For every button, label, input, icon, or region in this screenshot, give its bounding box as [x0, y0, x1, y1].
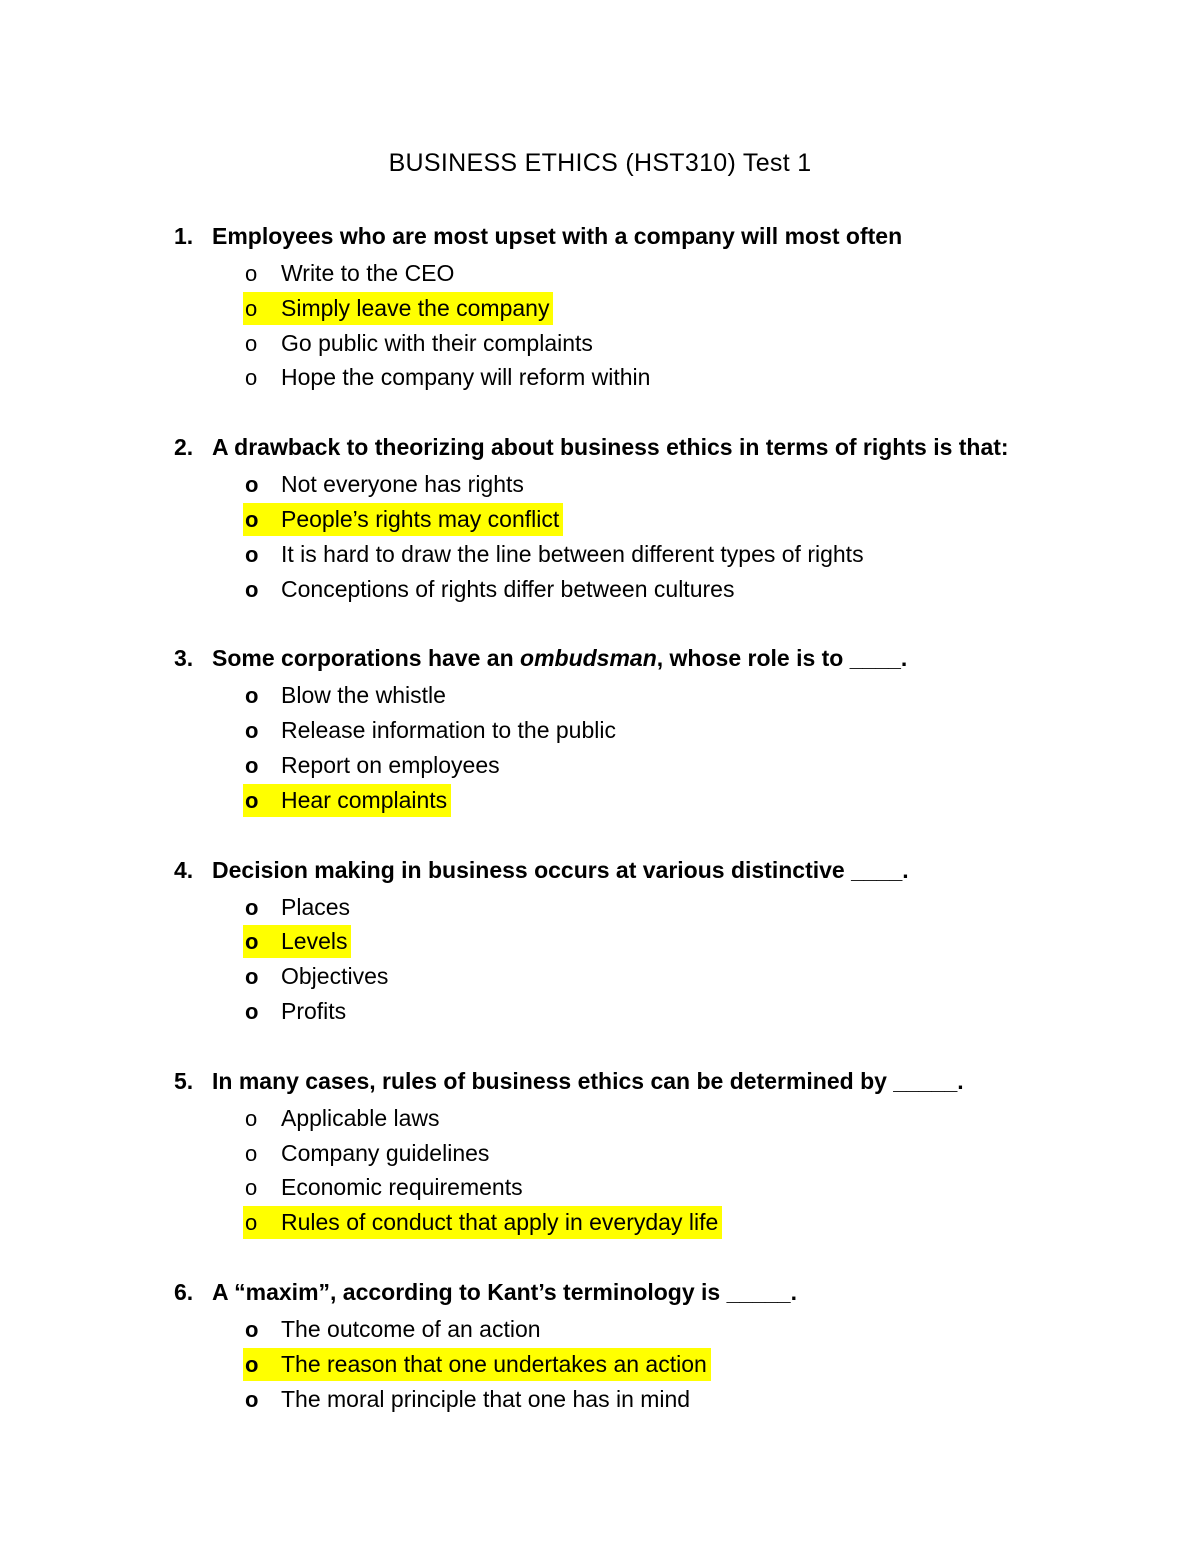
bullet-icon: o	[245, 1316, 259, 1342]
answer-option	[245, 360, 1124, 395]
option-text: Write to the CEO	[281, 260, 455, 286]
question-text-part: Decision making in business occurs at various distinctive ____.	[212, 856, 909, 883]
option-content	[245, 998, 346, 1024]
question-stem	[174, 850, 1124, 890]
option-content	[245, 717, 616, 743]
question-text-part: In many cases, rules of business ethics can be determined by _____.	[212, 1067, 964, 1094]
question-stem	[174, 427, 1124, 467]
option-content	[245, 1174, 523, 1200]
highlight-mark	[243, 503, 563, 536]
bullet-icon: o	[245, 1140, 258, 1166]
answer-option	[245, 256, 1124, 291]
question-text-part: , whose role is to ____.	[656, 645, 908, 672]
answer-option	[245, 1136, 1124, 1171]
highlight-mark	[243, 1348, 711, 1381]
option-content	[245, 1316, 541, 1342]
question-stem	[174, 216, 1124, 256]
bullet-icon: o	[245, 365, 258, 391]
question-number: 5.	[174, 1067, 194, 1094]
question-number: 4.	[174, 856, 194, 883]
option-text: The reason that one undertakes an action	[281, 1350, 707, 1377]
highlight-mark	[243, 292, 553, 325]
answer-options	[174, 256, 1124, 395]
bullet-icon: o	[245, 1351, 259, 1377]
option-text: It is hard to draw the line between different types of rights	[281, 540, 864, 567]
option-text: People’s rights may conflict	[281, 505, 560, 532]
bullet-icon: o	[245, 576, 259, 602]
answer-option	[245, 748, 1124, 783]
option-text: The moral principle that one has in mind	[281, 1385, 691, 1412]
question-5	[174, 1061, 1124, 1240]
answer-option	[245, 572, 1124, 607]
bullet-icon: o	[245, 1105, 258, 1131]
answer-options	[174, 1312, 1124, 1416]
question-stem	[174, 1061, 1124, 1101]
question-italic-term: ombudsman	[520, 645, 657, 672]
bullet-icon: o	[245, 1175, 258, 1201]
option-text: Economic requirements	[281, 1174, 523, 1201]
question-1	[174, 216, 1124, 395]
question-number: 2.	[174, 434, 194, 461]
question-text-part: A “maxim”, according to Kant’s terminology is _____.	[212, 1278, 797, 1305]
question-6	[174, 1272, 1124, 1416]
option-text: Hope the company will reform within	[281, 364, 651, 391]
option-content	[245, 682, 446, 708]
question-text-part: Employees who are most upset with a company will most often	[212, 223, 903, 249]
question-text-part: A drawback to theorizing about business ethics in terms of rights is that:	[212, 434, 1009, 461]
answer-option	[245, 959, 1124, 994]
answer-options	[174, 890, 1124, 1029]
answer-options	[174, 678, 1124, 817]
answer-option	[245, 467, 1124, 502]
option-text: Conceptions of rights differ between cultures	[281, 575, 735, 602]
bullet-icon: o	[245, 261, 258, 286]
question-list	[174, 216, 1124, 1448]
bullet-icon: o	[245, 718, 259, 744]
answer-option-correct	[245, 502, 1124, 537]
answer-option	[245, 713, 1124, 748]
option-content	[245, 1140, 489, 1166]
question-3	[174, 638, 1124, 817]
question-2	[174, 427, 1124, 606]
question-number: 6.	[174, 1278, 194, 1305]
answer-option	[245, 994, 1124, 1029]
question-text	[212, 427, 1009, 467]
option-text: Simply leave the company	[281, 294, 550, 321]
bullet-icon: o	[245, 929, 259, 955]
question-stem	[174, 1272, 1124, 1312]
option-text: Places	[281, 893, 351, 920]
option-text: Profits	[281, 997, 347, 1024]
option-text: Objectives	[281, 963, 389, 990]
option-text: Applicable laws	[281, 1104, 440, 1131]
answer-option	[245, 678, 1124, 713]
question-text	[212, 1061, 964, 1101]
bullet-icon: o	[245, 541, 259, 567]
question-number: 1.	[174, 223, 194, 249]
option-content	[245, 471, 524, 497]
answer-option-correct	[245, 924, 1124, 959]
answer-option	[245, 537, 1124, 572]
question-4	[174, 850, 1124, 1029]
answer-option	[245, 1312, 1124, 1347]
option-text: Rules of conduct that apply in everyday life	[281, 1209, 719, 1236]
bullet-icon: o	[245, 787, 259, 813]
answer-option	[245, 1170, 1124, 1205]
option-text: Not everyone has rights	[281, 471, 524, 498]
bullet-icon: o	[245, 1386, 259, 1412]
answer-option-correct	[245, 291, 1124, 326]
option-content	[245, 1105, 440, 1131]
answer-options	[174, 1101, 1124, 1240]
option-text: Hear complaints	[281, 786, 448, 813]
document-title: BUSINESS ETHICS (HST310) Test 1	[388, 149, 812, 177]
highlight-mark	[243, 925, 351, 958]
option-content	[245, 541, 864, 567]
answer-option-correct	[245, 783, 1124, 818]
option-text: Blow the whistle	[281, 682, 446, 709]
option-text: Company guidelines	[281, 1139, 490, 1166]
highlight-mark	[243, 1206, 722, 1239]
question-text	[212, 850, 909, 890]
bullet-icon: o	[245, 998, 259, 1024]
option-content	[245, 576, 734, 602]
question-text	[212, 216, 902, 256]
question-stem	[174, 638, 1124, 678]
question-text	[212, 638, 907, 678]
bullet-icon: o	[245, 506, 259, 532]
option-text: The outcome of an action	[281, 1315, 541, 1342]
answer-option-correct	[245, 1347, 1124, 1382]
bullet-icon: o	[245, 894, 259, 920]
option-text: Release information to the public	[281, 717, 616, 744]
answer-option	[245, 890, 1124, 925]
question-text	[212, 1272, 797, 1312]
highlight-mark	[243, 784, 451, 817]
bullet-icon: o	[245, 330, 258, 356]
option-text: Report on employees	[281, 751, 500, 778]
question-text-part: Some corporations have an	[212, 645, 521, 672]
bullet-icon: o	[245, 683, 259, 709]
bullet-icon: o	[245, 472, 259, 498]
bullet-icon: o	[245, 1210, 258, 1236]
answer-option	[245, 1101, 1124, 1136]
answer-options	[174, 467, 1124, 606]
bullet-icon: o	[245, 964, 259, 990]
option-text: Go public with their complaints	[281, 329, 593, 356]
option-content	[245, 330, 593, 356]
option-content	[245, 1386, 690, 1412]
bullet-icon: o	[245, 295, 258, 321]
answer-option-correct	[245, 1205, 1124, 1240]
option-content	[245, 894, 350, 920]
option-content	[245, 963, 388, 989]
option-content	[245, 752, 500, 778]
option-content	[245, 364, 650, 390]
bullet-icon: o	[245, 752, 259, 778]
answer-option	[245, 1382, 1124, 1417]
option-content	[245, 260, 454, 286]
question-number: 3.	[174, 645, 194, 672]
answer-option	[245, 326, 1124, 361]
option-text: Levels	[281, 928, 348, 955]
